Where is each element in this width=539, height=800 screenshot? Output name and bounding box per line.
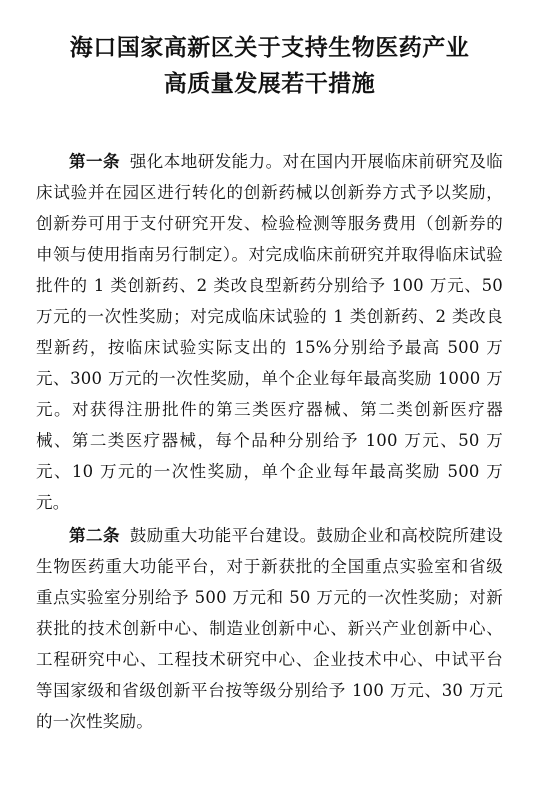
article-2-number: 第二条: [69, 526, 120, 545]
article-1-text: 强化本地研发能力。对在国内开展临床前研究及临床试验并在园区进行转化的创新药械以创新券方式予以奖励，创新券可用于支付研究开发、检验检测等服务费用（创新券的申领与使用指南另行制定）。对完成临床前研究并取得临床试验批件的 1 类创新药、2 类改良型新药分别给予 100 万元、50 万元的一次性奖励；对完成临床试验的 1 类创新药、2 类改良型新药，按临床试验实际支出的 15%分别给予最高 500 万元、300 万元的一次性奖励，单个企业每年最高奖励 1000 万元。对获得注册批件的第三类医疗器械、第二类创新医疗器械、第二类医疗器械，每个品种分别给予 100 万元、50 万元、10 万元的一次性奖励，单个企业每年最高奖励 500 万元。: [36, 152, 503, 512]
document-title: [36, 30, 503, 102]
article-1: [36, 146, 503, 518]
title-line-1: 海口国家高新区关于支持生物医药产业: [69, 35, 470, 61]
title-line-2: 高质量发展若干措施: [163, 71, 376, 97]
article-2-text: 鼓励重大功能平台建设。鼓励企业和高校院所建设生物医药重大功能平台，对于新获批的全国重点实验室和省级重点实验室分别给予 500 万元和 50 万元的一次性奖励；对新获批的技术创新中心、制造业创新中心、新兴产业创新中心、工程研究中心、工程技术研究中心、企业技术中心、中试平台等国家级和省级创新平台按等级分别给予 100 万元、30 万元的一次性奖励。: [36, 526, 503, 731]
article-2: [36, 520, 503, 737]
article-1-number: 第一条: [69, 152, 120, 171]
